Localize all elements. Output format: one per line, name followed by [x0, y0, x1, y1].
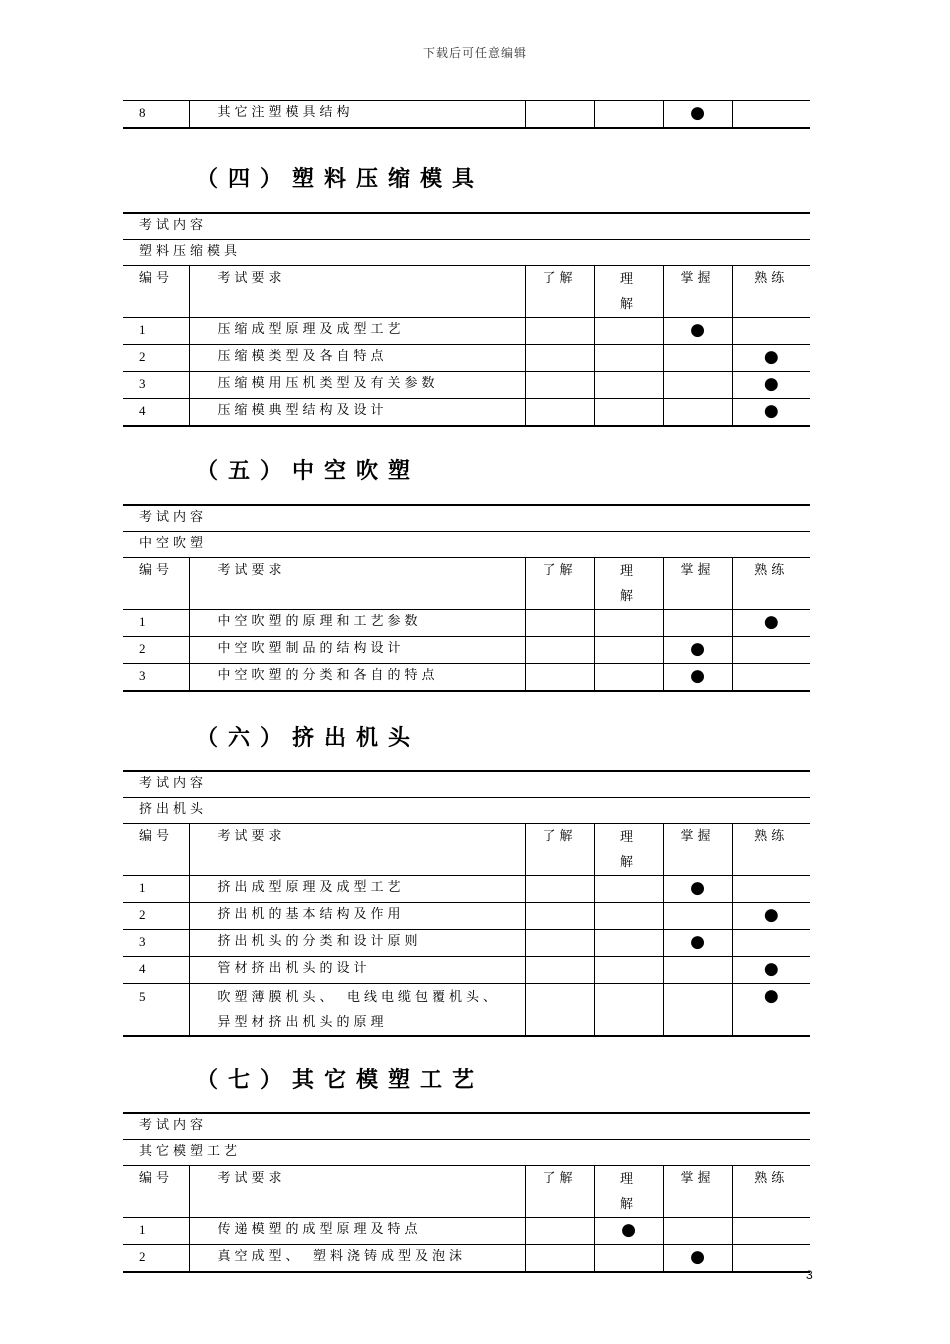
row-number: 4: [123, 399, 189, 427]
requirement-text: 压缩模类型及各自特点: [189, 345, 525, 372]
page-header-note: 下载后可任意编辑: [422, 46, 527, 60]
level-master-cell: [663, 345, 732, 372]
table-row: [123, 664, 810, 692]
column-header-row: [123, 558, 810, 610]
col-header-understand: 了解: [525, 824, 594, 876]
level-master-cell: [663, 957, 732, 984]
level-mark: ●: [690, 666, 705, 686]
level-proficient-cell: [732, 984, 810, 1037]
column-header-row: [123, 1166, 810, 1218]
level-comprehend-cell: [594, 930, 663, 957]
level-proficient-cell: [732, 1245, 810, 1273]
level-master-cell: [663, 984, 732, 1037]
col-header-comprehend: 理 解: [594, 824, 663, 876]
level-master-cell: [663, 930, 732, 957]
level-proficient-cell: [732, 1218, 810, 1245]
col-header-master: 掌握: [663, 558, 732, 610]
requirement-text: 真空成型、 塑料浇铸成型及泡沫: [189, 1245, 525, 1273]
level-understand-cell: [525, 957, 594, 984]
exam-table: [123, 504, 810, 692]
requirement-text: 中空吹塑的分类和各自的特点: [189, 664, 525, 692]
level-comprehend-cell: [594, 637, 663, 664]
topic-label: 其它模塑工艺: [123, 1140, 810, 1166]
level-mark: ●: [763, 374, 779, 394]
table-row: [123, 1218, 810, 1245]
level-understand-cell: [525, 664, 594, 692]
column-header-row: [123, 824, 810, 876]
requirement-text: 压缩模典型结构及设计: [189, 399, 525, 427]
col-header-understand: 了解: [525, 266, 594, 318]
level-proficient-cell: [732, 318, 810, 345]
row-number: 1: [123, 318, 189, 345]
section-title: （七）其它模塑工艺: [196, 1068, 485, 1093]
row-number: 8: [123, 101, 189, 129]
col-header-proficient: 熟练: [732, 558, 810, 610]
table-row: [123, 957, 810, 984]
col-header-master: 掌握: [663, 266, 732, 318]
level-understand-cell: [525, 903, 594, 930]
level-mark: ●: [690, 878, 705, 898]
row-number: 2: [123, 345, 189, 372]
level-mark: ●: [763, 612, 779, 632]
row-number: 4: [123, 957, 189, 984]
table-row: [123, 637, 810, 664]
topic-label: 中空吹塑: [123, 532, 810, 558]
level-comprehend-cell: [594, 372, 663, 399]
content-label: 考试内容: [123, 213, 810, 240]
level-comprehend-cell: [594, 1245, 663, 1273]
table-row: [123, 372, 810, 399]
topic-label: 挤出机头: [123, 798, 810, 824]
requirement-text: 压缩模用压机类型及有关参数: [189, 372, 525, 399]
level-understand-cell: [525, 930, 594, 957]
topic-row: [123, 798, 810, 824]
row-number: 1: [123, 876, 189, 903]
row-number: 3: [123, 930, 189, 957]
level-master-cell: [663, 1245, 732, 1273]
table-row: [123, 399, 810, 427]
column-header-row: [123, 266, 810, 318]
topic-row: [123, 240, 810, 266]
level-master-cell: [663, 1218, 732, 1245]
level-comprehend-cell: [594, 399, 663, 427]
level-understand-cell: [525, 1218, 594, 1245]
exam-table: [123, 212, 810, 427]
requirement-text: 压缩成型原理及成型工艺: [189, 318, 525, 345]
table-row: [123, 610, 810, 637]
content-header-row: [123, 1113, 810, 1140]
level-master-cell: [663, 903, 732, 930]
page-number: 3: [806, 1268, 813, 1282]
level-mark: ●: [690, 639, 705, 659]
level-mark: ●: [763, 986, 779, 1006]
table-row: [123, 984, 810, 1037]
level-mark: ●: [763, 401, 779, 421]
col-header-req: 考试要求: [189, 266, 525, 318]
level-understand-cell: [525, 318, 594, 345]
level-master-cell: [663, 637, 732, 664]
level-comprehend-cell: [594, 957, 663, 984]
table-row: [123, 101, 810, 129]
level-understand-cell: [525, 1245, 594, 1273]
level-mark: ●: [690, 103, 705, 123]
level-master-cell: [663, 372, 732, 399]
col-header-comprehend: 理 解: [594, 558, 663, 610]
level-comprehend-cell: [594, 345, 663, 372]
topic-row: [123, 1140, 810, 1166]
level-comprehend-cell: [594, 1218, 663, 1245]
requirement-text: 管材挤出机头的设计: [189, 957, 525, 984]
level-comprehend-cell: [594, 876, 663, 903]
section-title: （六）挤出机头: [196, 726, 421, 751]
level-comprehend-cell: [594, 984, 663, 1037]
level-proficient-cell: [732, 399, 810, 427]
content-label: 考试内容: [123, 1113, 810, 1140]
level-mark: ●: [690, 320, 705, 340]
col-header-req: 考试要求: [189, 824, 525, 876]
exam-table: [123, 770, 810, 1037]
level-understand-cell: [525, 399, 594, 427]
topic-row: [123, 532, 810, 558]
level-comprehend-cell: [594, 318, 663, 345]
table-row: [123, 318, 810, 345]
col-header-no: 编号: [123, 266, 189, 318]
level-proficient-cell: [732, 876, 810, 903]
exam-table: [123, 1112, 810, 1273]
level-master-cell: [663, 610, 732, 637]
requirement-text: 挤出机的基本结构及作用: [189, 903, 525, 930]
col-header-proficient: 熟练: [732, 266, 810, 318]
row-number: 2: [123, 1245, 189, 1273]
col-header-proficient: 熟练: [732, 1166, 810, 1218]
col-header-proficient: 熟练: [732, 824, 810, 876]
requirement-text: 其它注塑模具结构: [189, 101, 525, 129]
row-number: 3: [123, 664, 189, 692]
level-proficient-cell: [732, 610, 810, 637]
row-number: 2: [123, 637, 189, 664]
level-mark: ●: [690, 932, 705, 952]
col-header-no: 编号: [123, 824, 189, 876]
level-understand-cell: [525, 101, 594, 129]
level-understand-cell: [525, 610, 594, 637]
section-title: （四）塑料压缩模具: [196, 167, 485, 192]
requirement-text: 中空吹塑的原理和工艺参数: [189, 610, 525, 637]
requirement-text: 中空吹塑制品的结构设计: [189, 637, 525, 664]
content-header-row: [123, 771, 810, 798]
level-master-cell: [663, 399, 732, 427]
level-master-cell: [663, 664, 732, 692]
col-header-no: 编号: [123, 1166, 189, 1218]
level-mark: ●: [763, 905, 779, 925]
content-header-row: [123, 505, 810, 532]
topic-label: 塑料压缩模具: [123, 240, 810, 266]
level-proficient-cell: [732, 345, 810, 372]
row-number: 2: [123, 903, 189, 930]
content-label: 考试内容: [123, 505, 810, 532]
level-understand-cell: [525, 984, 594, 1037]
level-comprehend-cell: [594, 664, 663, 692]
content-label: 考试内容: [123, 771, 810, 798]
requirement-text: 传递模塑的成型原理及特点: [189, 1218, 525, 1245]
level-proficient-cell: [732, 637, 810, 664]
level-proficient-cell: [732, 372, 810, 399]
level-master-cell: [663, 318, 732, 345]
col-header-understand: 了解: [525, 558, 594, 610]
level-proficient-cell: [732, 664, 810, 692]
requirement-text: 吹塑薄膜机头、 电线电缆包覆机头、 异型材挤出机头的原理: [189, 984, 525, 1037]
level-comprehend-cell: [594, 101, 663, 129]
level-proficient-cell: [732, 101, 810, 129]
col-header-master: 掌握: [663, 1166, 732, 1218]
row-number: 3: [123, 372, 189, 399]
level-understand-cell: [525, 372, 594, 399]
level-proficient-cell: [732, 957, 810, 984]
requirement-text: 挤出成型原理及成型工艺: [189, 876, 525, 903]
col-header-req: 考试要求: [189, 1166, 525, 1218]
table-row: [123, 1245, 810, 1273]
section-title: （五）中空吹塑: [196, 459, 421, 484]
requirement-text: 挤出机头的分类和设计原则: [189, 930, 525, 957]
level-proficient-cell: [732, 903, 810, 930]
col-header-comprehend: 理 解: [594, 266, 663, 318]
level-master-cell: [663, 876, 732, 903]
col-header-understand: 了解: [525, 1166, 594, 1218]
level-mark: ●: [763, 347, 779, 367]
level-comprehend-cell: [594, 903, 663, 930]
table-row: [123, 876, 810, 903]
level-comprehend-cell: [594, 610, 663, 637]
row-number: 1: [123, 610, 189, 637]
level-mark: ●: [690, 1247, 705, 1267]
row-number: 1: [123, 1218, 189, 1245]
row-number: 5: [123, 984, 189, 1037]
level-understand-cell: [525, 345, 594, 372]
table-row: [123, 903, 810, 930]
level-understand-cell: [525, 637, 594, 664]
level-mark: ●: [621, 1220, 636, 1240]
table-row: [123, 345, 810, 372]
level-mark: ●: [763, 959, 779, 979]
col-header-req: 考试要求: [189, 558, 525, 610]
level-proficient-cell: [732, 930, 810, 957]
table-row: [123, 930, 810, 957]
content-header-row: [123, 213, 810, 240]
col-header-no: 编号: [123, 558, 189, 610]
level-master-cell: [663, 101, 732, 129]
col-header-comprehend: 理 解: [594, 1166, 663, 1218]
continued-table: [123, 100, 810, 129]
level-understand-cell: [525, 876, 594, 903]
col-header-master: 掌握: [663, 824, 732, 876]
